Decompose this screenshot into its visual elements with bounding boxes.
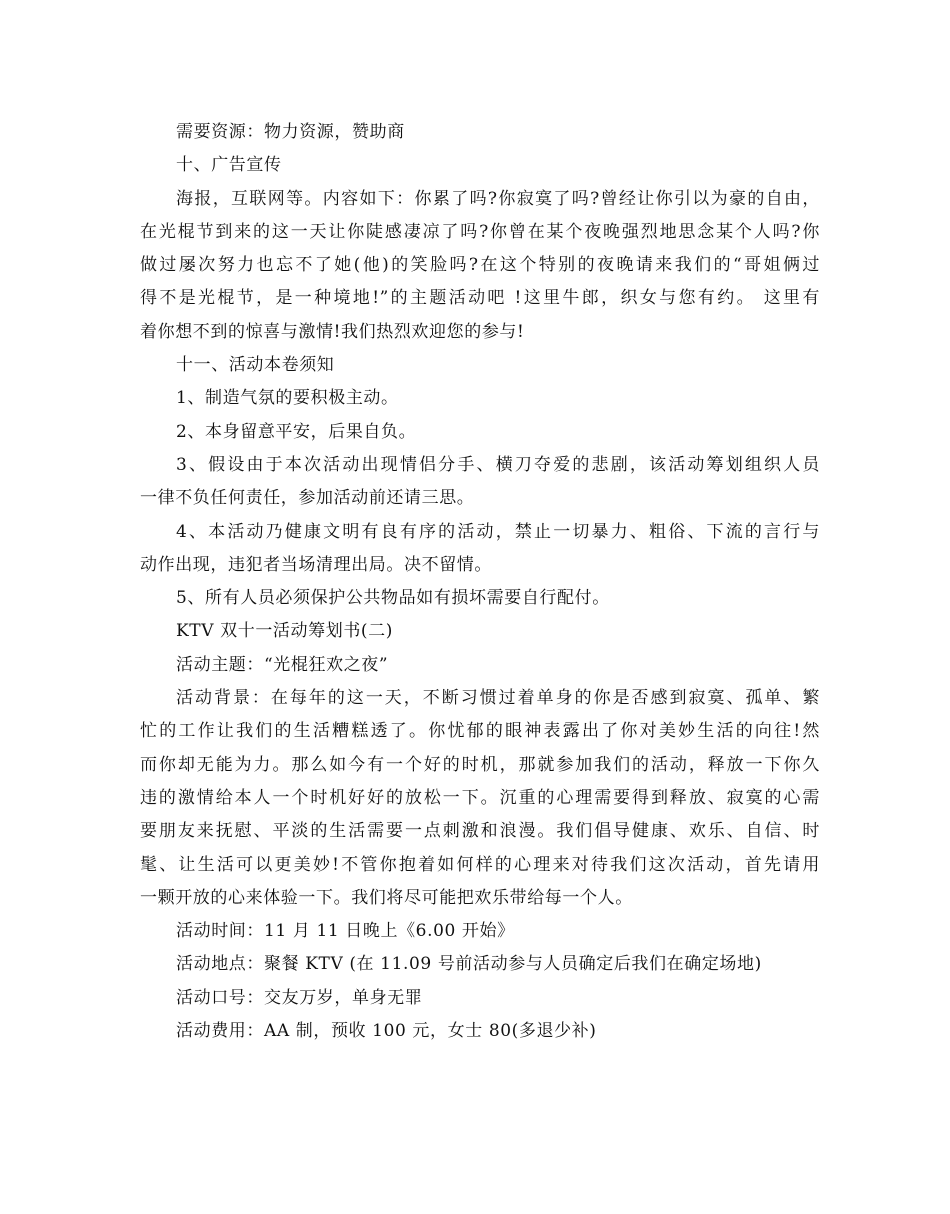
section-heading-notice: 十一、活动本卷须知: [176, 355, 335, 376]
section-heading-advertising: 十、广告宣传: [176, 155, 282, 176]
paragraph-line: 得不是光棍节，是一种境地!”的主题活动吧 !这里牛郎，织女与您有约。 这里有: [140, 288, 820, 309]
background-line: 而你却无能为力。那么如今有一个好的时机，那就参加我们的活动，释放一下你久: [140, 754, 820, 775]
resources-line: 需要资源：物力资源，赞助商: [176, 122, 405, 142]
activity-location: 活动地点：聚餐 KTV (在 11.09 号前活动参与人员确定后我们在确定场地): [176, 954, 762, 975]
background-line: 一颗开放的心来体验一下。我们将尽可能把欢乐带给每一个人。: [140, 887, 633, 908]
activity-theme: 活动主题：“光棍狂欢之夜”: [176, 654, 389, 675]
notice-item-continuation: 一律不负任何责任，参加活动前还请三思。: [140, 488, 475, 509]
background-line: 活动背景：在每年的这一天，不断习惯过着单身的你是否感到寂寞、孤单、繁: [176, 688, 820, 709]
document-subtitle: KTV 双十一活动筹划书(二): [176, 621, 393, 642]
paragraph-line: 在光棍节到来的这一天让你陡感凄凉了吗?你曾在某个夜晚强烈地思念某个人吗?你: [140, 221, 820, 242]
notice-item: 1、制造气氛的要积极主动。: [176, 388, 399, 409]
activity-time: 活动时间：11 月 11 日晚上《6.00 开始》: [176, 921, 515, 942]
notice-item: 3、假设由于本次活动出现情侣分手、横刀夺爱的悲剧，该活动筹划组织人员: [176, 454, 820, 475]
notice-item: 4、本活动乃健康文明有良有序的活动，禁止一切暴力、粗俗、下流的言行与: [176, 521, 820, 542]
background-line: 要朋友来抚慰、平淡的生活需要一点刺激和浪漫。我们倡导健康、欢乐、自信、时: [140, 821, 820, 842]
background-line: 违的激情给本人一个时机好好的放松一下。沉重的心理需要得到释放、寂寞的心需: [140, 787, 820, 808]
paragraph-line: 着你想不到的惊喜与激情!我们热烈欢迎您的参与!: [140, 321, 525, 342]
paragraph-line: 做过屡次努力也忘不了她(他)的笑脸吗?在这个特别的夜晚请来我们的“哥姐俩过: [140, 255, 820, 276]
notice-item: 5、所有人员必须保护公共物品如有损坏需要自行配付。: [176, 588, 610, 609]
activity-fee: 活动费用：AA 制，预收 100 元，女士 80(多退少补): [176, 1021, 597, 1042]
paragraph-line: 海报，互联网等。内容如下：你累了吗?你寂寞了吗?曾经让你引以为豪的自由，: [176, 188, 820, 209]
background-line: 忙的工作让我们的生活糟糕透了。你忧郁的眼神表露出了你对美妙生活的向往!然: [140, 721, 820, 742]
notice-item: 2、本身留意平安，后果自负。: [176, 421, 417, 442]
activity-slogan: 活动口号：交友万岁，单身无罪: [176, 987, 423, 1008]
background-line: 髦、让生活可以更美妙!不管你抱着如何样的心理来对待我们这次活动，首先请用: [140, 854, 820, 875]
notice-item-continuation: 动作出现，违犯者当场清理出局。决不留情。: [140, 554, 492, 575]
document-body: [140, 116, 820, 1048]
